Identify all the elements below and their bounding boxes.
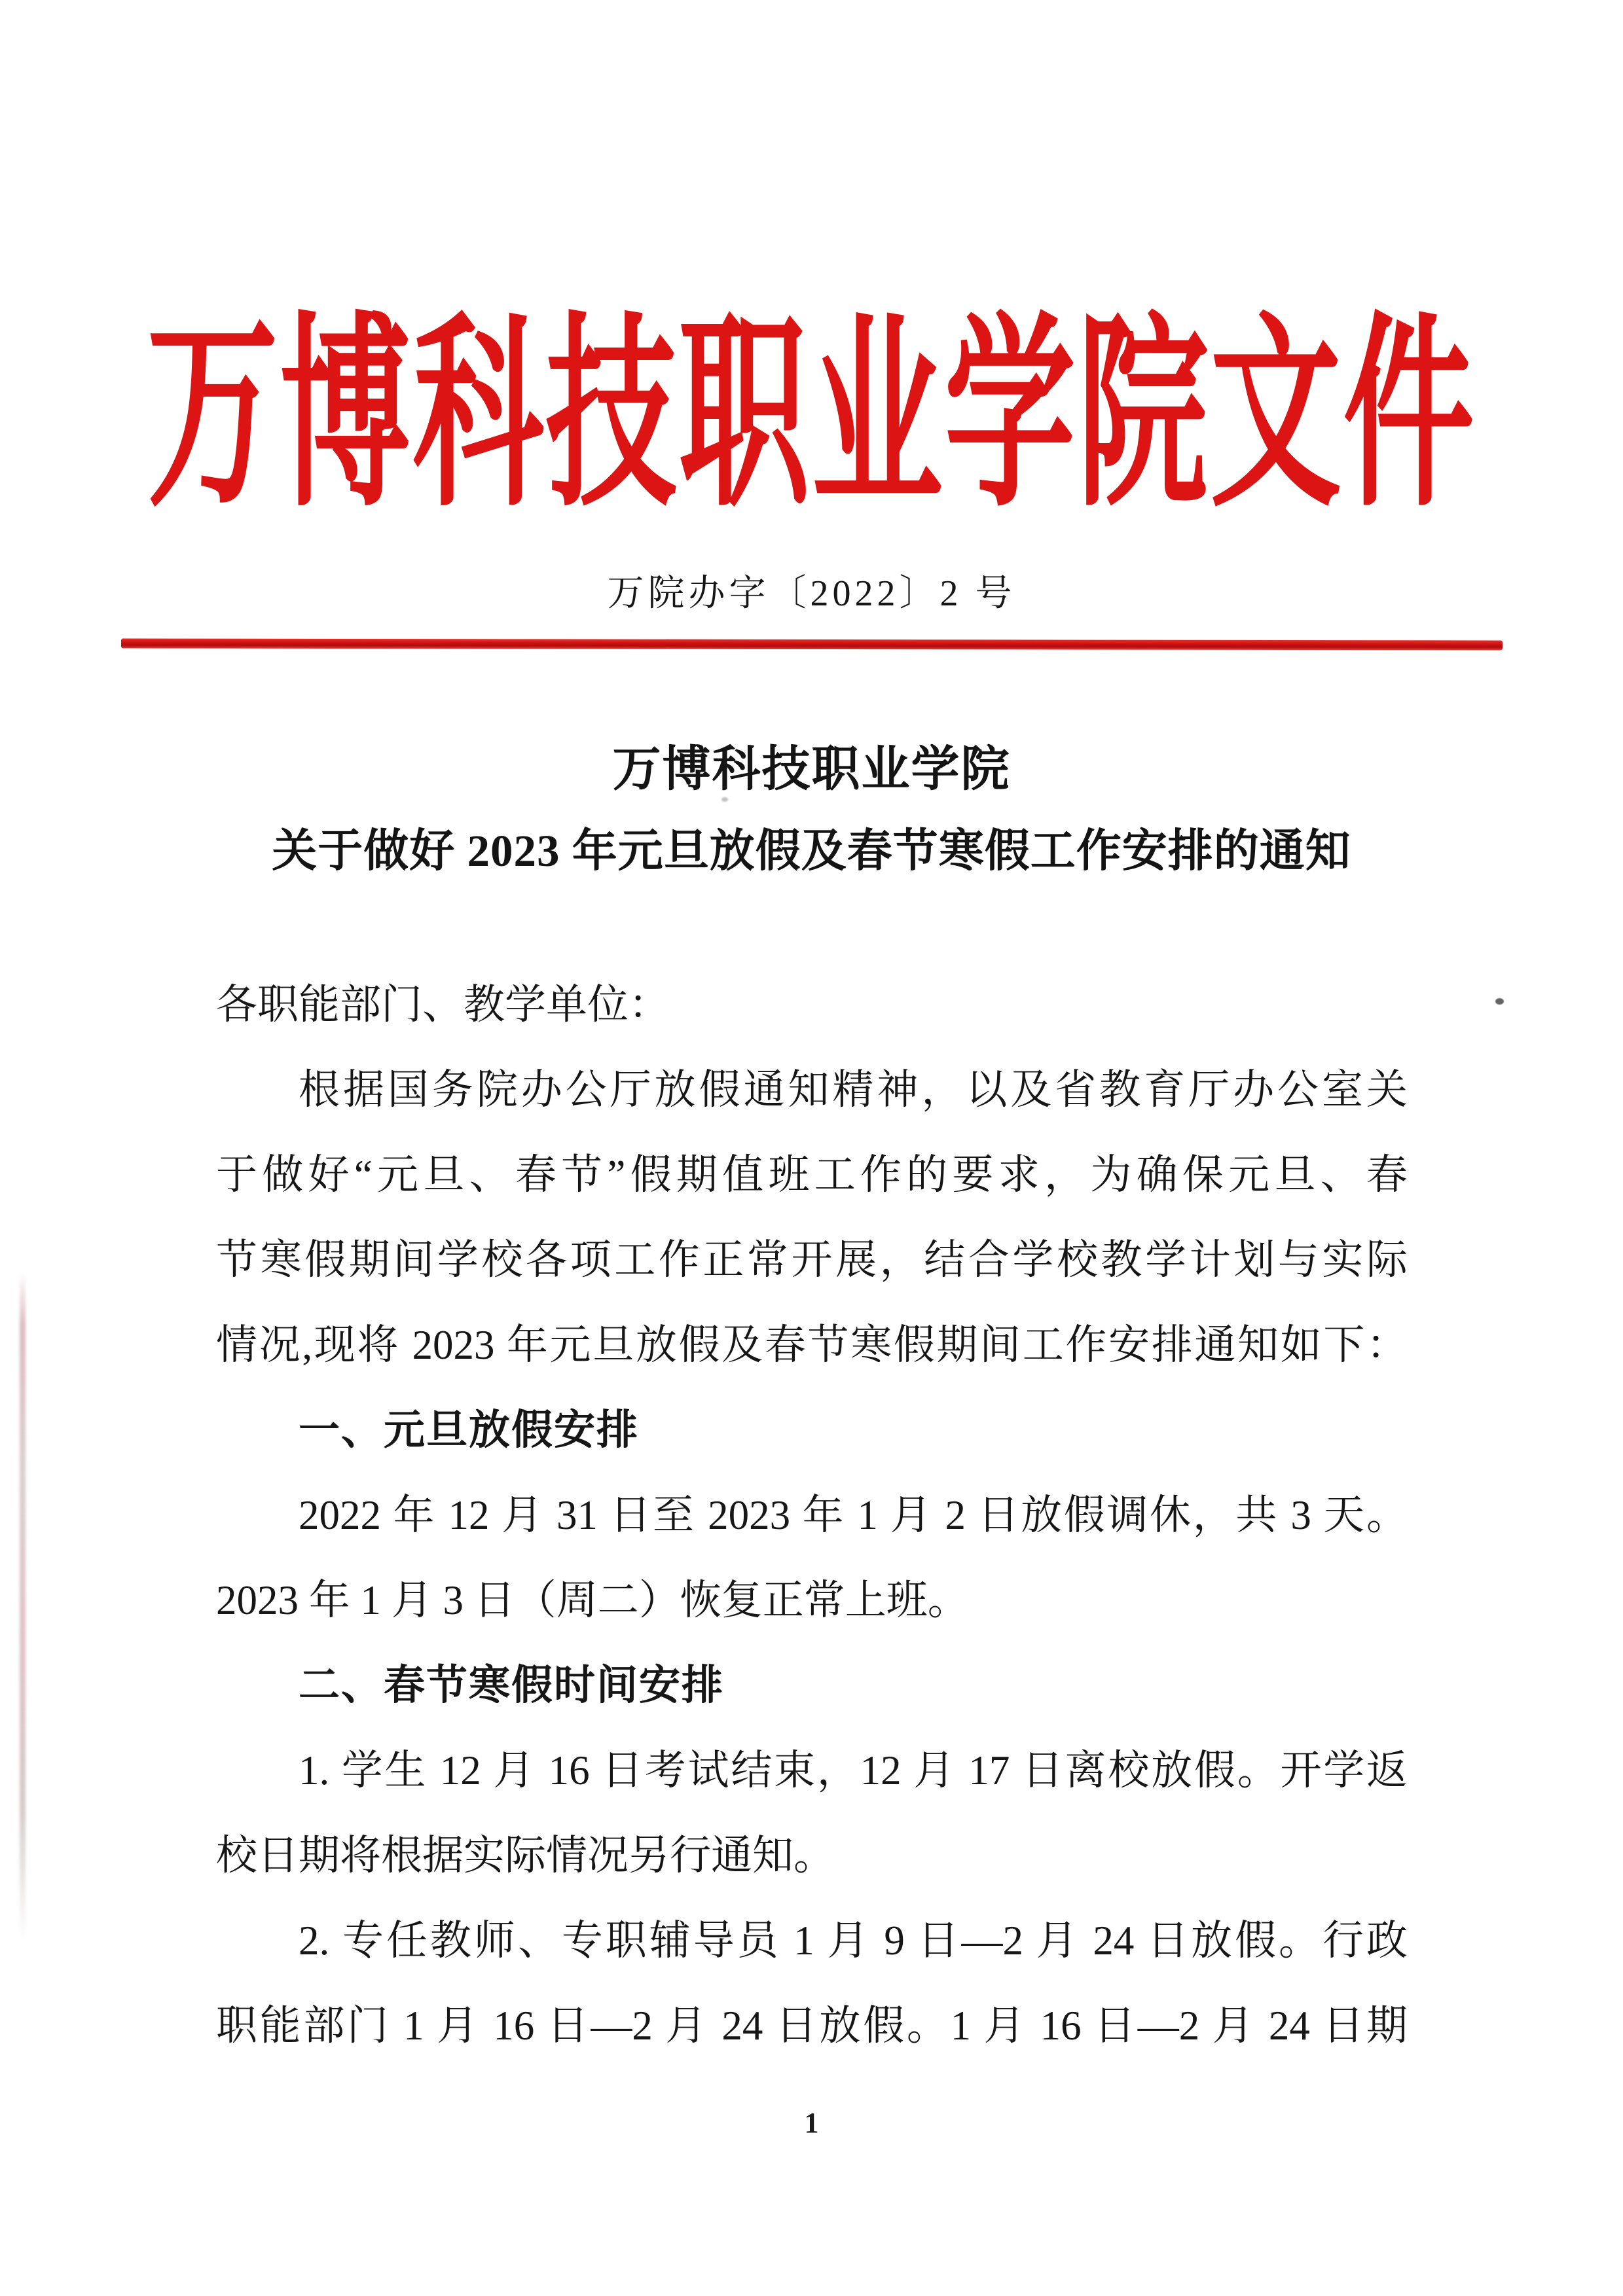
body-line: 1. 学生 12 月 16 日考试结束，12 月 17 日离校放假。开学返 <box>299 1748 1408 1793</box>
document-body <box>216 962 1408 2068</box>
body-line-salutation: 各职能部门、教学单位： <box>216 982 670 1028</box>
letterhead-divider-rule <box>121 639 1503 651</box>
scan-artifact-speck <box>721 797 728 802</box>
body-heading-1: 一、元旦放假安排 <box>299 1407 639 1453</box>
body-heading-2: 二、春节寒假时间安排 <box>299 1662 724 1708</box>
body-line: 2022 年 12 月 31 日至 2023 年 1 月 2 日放假调休，共 3 天。 <box>299 1492 1408 1538</box>
document-title-subject: 关于做好 2023 年元旦放假及春节寒假工作安排的通知 <box>272 826 1351 876</box>
page-number: 1 <box>804 2107 819 2139</box>
body-line: 节寒假期间学校各项工作正常开展，结合学校教学计划与实际 <box>216 1237 1408 1283</box>
letterhead-banner-title: 万博科技职业学院文件 <box>147 302 1476 531</box>
body-line: 根据国务院办公厅放假通知精神，以及省教育厅办公室关 <box>299 1067 1408 1113</box>
body-line: 情况,现将 2023 年元旦放假及春节寒假期间工作安排通知如下： <box>216 1322 1408 1368</box>
scan-artifact-speck <box>1495 998 1504 1005</box>
body-line: 校日期将根据实际情况另行通知。 <box>216 1833 835 1878</box>
body-line: 2. 专任教师、专职辅导员 1 月 9 日—2 月 24 日放假。行政 <box>299 1918 1408 1964</box>
body-line: 职能部门 1 月 16 日—2 月 24 日放假。1 月 16 日—2 月 24 日期 <box>216 2003 1408 2049</box>
scan-artifact-streak <box>20 1273 26 1941</box>
document-number: 万院办字〔2022〕2 号 <box>607 573 1016 614</box>
document-title-org: 万博科技职业学院 <box>612 743 1011 797</box>
body-line: 2023 年 1 月 3 日（周二）恢复正常上班。 <box>216 1577 969 1623</box>
body-line: 于做好“元旦、春节”假期值班工作的要求，为确保元旦、春 <box>216 1152 1408 1198</box>
